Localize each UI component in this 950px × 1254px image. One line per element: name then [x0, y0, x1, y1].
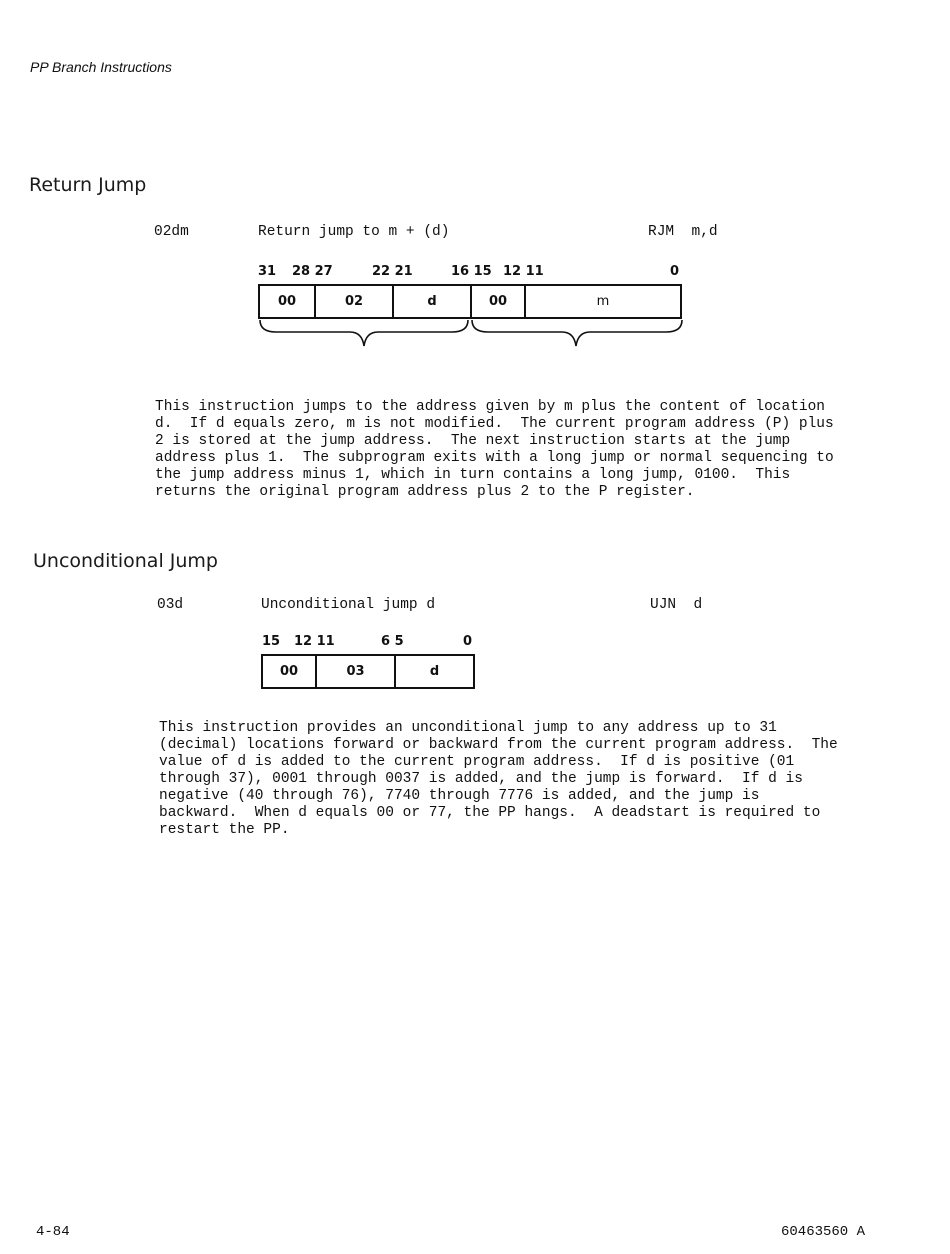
section-heading-return-jump: Return Jump: [29, 174, 147, 196]
paragraph-line: This instruction provides an unconditional jump to any address up to 31: [159, 720, 777, 736]
format-field: 02: [314, 286, 392, 317]
brace-marks: [256, 318, 686, 350]
mnemonic-unconditional-jump: UJN d: [650, 597, 703, 613]
instruction-format-return-jump: [258, 284, 682, 319]
bit-label: 16 15: [451, 264, 492, 279]
bit-label: 12 11: [294, 634, 335, 649]
format-field: d: [392, 286, 470, 317]
paragraph-line: restart the PP.: [159, 822, 290, 838]
paragraph-line: returns the original program address plus 2 to the P register.: [155, 484, 695, 500]
bit-label: 22 21: [372, 264, 413, 279]
bit-label: 31: [258, 264, 277, 279]
paragraph-line: negative (40 through 76), 7740 through 7776 is added, and the jump is: [159, 788, 760, 804]
paragraph-line: d. If d equals zero, m is not modified. The current program address (P) plus: [155, 416, 834, 432]
paragraph-unconditional-jump: [159, 720, 838, 839]
paragraph-return-jump: [155, 399, 834, 501]
bit-label: 6 5: [381, 634, 404, 649]
paragraph-line: 2 is stored at the jump address. The next instruction starts at the jump: [155, 433, 791, 449]
format-field: 00: [470, 286, 524, 317]
paragraph-line: address plus 1. The subprogram exits with a long jump or normal sequencing to: [155, 450, 834, 466]
running-header: PP Branch Instructions: [30, 59, 172, 75]
paragraph-line: backward. When d equals 00 or 77, the PP hangs. A deadstart is required to: [159, 805, 821, 821]
description-return-jump: Return jump to m + (d): [258, 224, 450, 240]
description-unconditional-jump: Unconditional jump d: [261, 597, 436, 613]
bit-label: 28 27: [292, 264, 333, 279]
bit-label: 12 11: [503, 264, 544, 279]
paragraph-line: the jump address minus 1, which in turn contains a long jump, 0100. This: [155, 467, 791, 483]
document-number: 60463560 A: [781, 1224, 866, 1240]
right-brace: [472, 320, 682, 346]
opcode-return-jump: 02dm: [154, 224, 189, 240]
format-field: 00: [277, 294, 297, 309]
paragraph-line: (decimal) locations forward or backward from the current program address. The: [159, 737, 838, 753]
instruction-format-unconditional-jump: [261, 654, 475, 689]
bit-label: 0: [463, 634, 473, 649]
bit-label: 15: [262, 634, 281, 649]
paragraph-line: This instruction jumps to the address given by m plus the content of location: [155, 399, 826, 415]
mnemonic-return-jump: RJM m,d: [648, 224, 718, 240]
bit-label: 0: [670, 264, 680, 279]
format-field: m: [524, 286, 680, 317]
format-field: 00: [279, 664, 299, 679]
format-field: d: [394, 656, 473, 687]
paragraph-line: through 37), 0001 through 0037 is added, and the jump is forward. If d is: [159, 771, 803, 787]
left-brace: [260, 320, 468, 346]
section-heading-unconditional-jump: Unconditional Jump: [33, 550, 218, 572]
page-number: 4-84: [36, 1224, 70, 1240]
format-field: 03: [315, 656, 394, 687]
opcode-unconditional-jump: 03d: [157, 597, 184, 613]
paragraph-line: value of d is added to the current program address. If d is positive (01: [159, 754, 795, 770]
